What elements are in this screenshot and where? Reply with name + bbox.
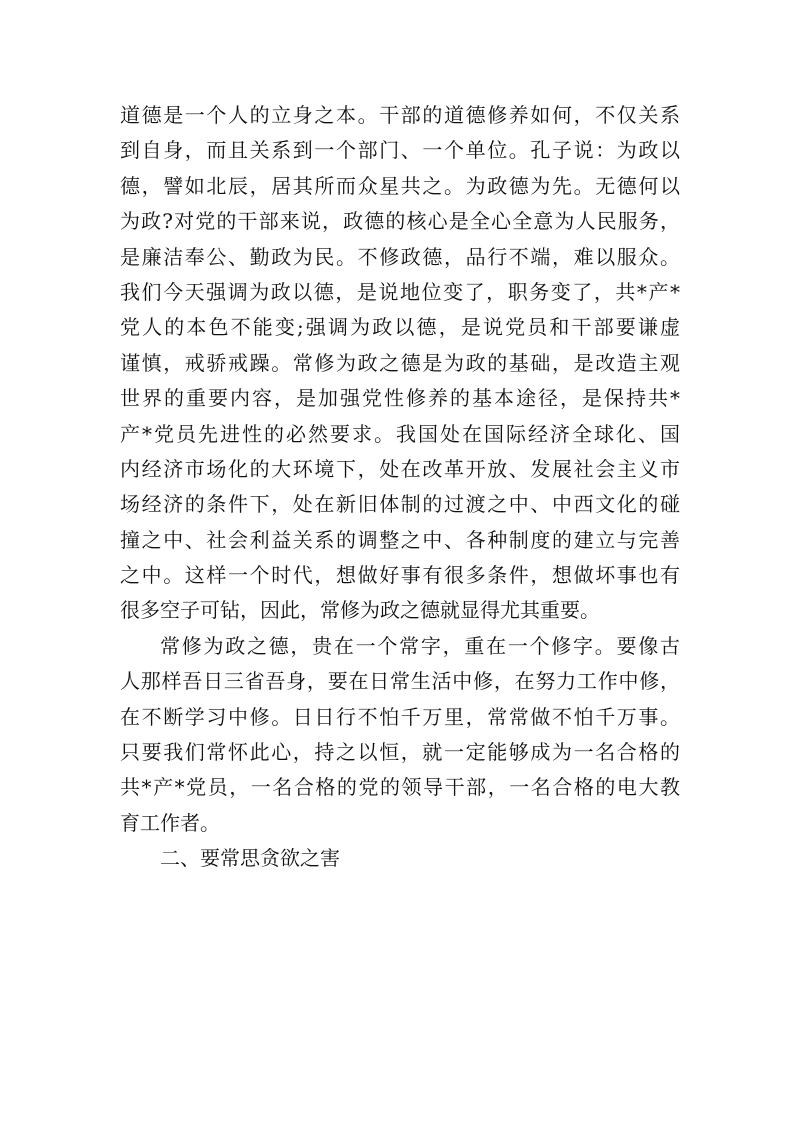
text-line: 常修为政之德，贵在一个常字，重在一个修字。要像古: [160, 633, 680, 658]
text-line: 之中。这样一个时代，想做好事有很多条件，想做坏事也有: [120, 563, 680, 588]
text-line: 产*党员先进性的必然要求。我国处在国际经济全球化、国: [120, 421, 680, 446]
text-line: 德，譬如北辰，居其所而众星共之。为政德为先。无德何以: [120, 173, 680, 198]
text-line: 道德是一个人的立身之本。干部的道德修养如何，不仅关系: [120, 103, 680, 127]
paragraph-1: [120, 98, 680, 629]
text-line: 在不断学习中修。日日行不怕千万里，常常做不怕千万事。: [120, 704, 680, 729]
text-line: 共*产*党员，一名合格的党的领导干部，一名合格的电大教: [120, 775, 680, 800]
text-line: 谨慎，戒骄戒躁。常修为政之德是为政的基础，是改造主观: [120, 350, 680, 375]
text-line: 党人的本色不能变;强调为政以德，是说党员和干部要谦虚: [120, 315, 680, 340]
text-line: 是廉洁奉公、勤政为民。不修政德，品行不端，难以服众。: [120, 244, 680, 269]
text-line: 很多空子可钻，因此，常修为政之德就显得尤其重要。: [120, 598, 600, 623]
paragraph-2: [120, 629, 680, 841]
text-line: 为政?对党的干部来说，政德的核心是全心全意为人民服务，: [120, 209, 680, 234]
text-line: 世界的重要内容，是加强党性修养的基本途径，是保持共*: [120, 386, 680, 411]
text-line: 内经济市场化的大环境下，处在改革开放、发展社会主义市: [120, 456, 680, 481]
text-line: 我们今天强调为政以德，是说地位变了，职务变了，共*产*: [120, 279, 680, 304]
text-line: 育工作者。: [120, 810, 220, 835]
text-line: 到自身，而且关系到一个部门、一个单位。孔子说：为政以: [120, 138, 680, 163]
document-body: [120, 98, 680, 877]
text-line: 场经济的条件下，处在新旧体制的过渡之中、中西文化的碰: [120, 492, 680, 517]
text-line: 撞之中、社会利益关系的调整之中、各种制度的建立与完善: [120, 527, 680, 552]
text-line: 人那样吾日三省吾身，要在日常生活中修，在努力工作中修，: [120, 669, 680, 694]
section-heading: [120, 841, 680, 876]
text-line: 只要我们常怀此心，持之以恒，就一定能够成为一名合格的: [120, 740, 680, 765]
heading-text: 二、要常思贪欲之害: [160, 846, 340, 871]
